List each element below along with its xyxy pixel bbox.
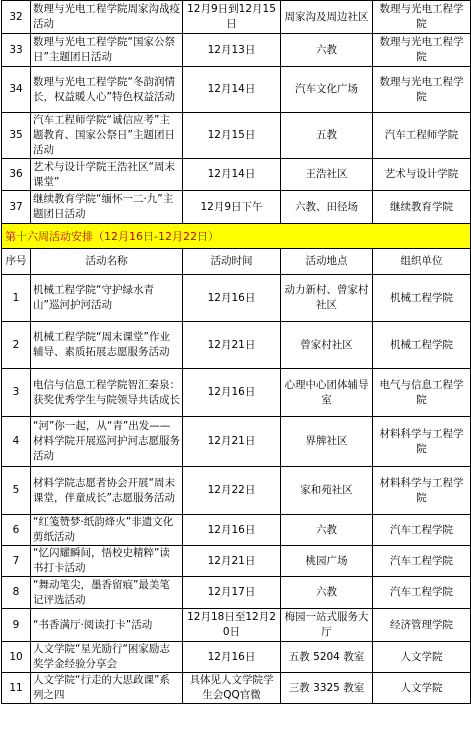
table-row xyxy=(2,577,471,609)
cell-time: 12月14日 xyxy=(183,159,281,191)
cell-place: 五教 5204 教室 xyxy=(281,642,373,673)
header-time: 活动时间 xyxy=(183,249,281,275)
cell-name: 汽车工程师学院“诚信应考”主题教育、国家公祭日”主题团日活动 xyxy=(31,113,183,159)
cell-name: “舞动笔尖，墨香留痕”最美笔记评选活动 xyxy=(31,577,183,609)
header-name: 活动名称 xyxy=(31,249,183,275)
cell-org: 人文学院 xyxy=(373,642,471,673)
header-no: 序号 xyxy=(2,249,31,275)
cell-place: 桃园广场 xyxy=(281,546,373,577)
cell-org: 数理与光电工程学院 xyxy=(373,1,471,34)
cell-no: 11 xyxy=(2,673,31,704)
cell-no: 7 xyxy=(2,546,31,577)
header-row xyxy=(2,249,471,275)
cell-name: “红笺赞梦·纸韵烽火”非遗文化剪纸活动 xyxy=(31,515,183,546)
table-row xyxy=(2,322,471,369)
cell-org: 电气与信息工程学院 xyxy=(373,369,471,417)
cell-place: 梅园一站式服务大厅 xyxy=(281,609,373,642)
cell-no: 10 xyxy=(2,642,31,673)
table-row xyxy=(2,1,471,34)
cell-time: 12月9日到12月15日 xyxy=(183,1,281,34)
table-row xyxy=(2,609,471,642)
cell-time: 12月15日 xyxy=(183,113,281,159)
cell-name: 艺术与设计学院王浩社区“周末课堂” xyxy=(31,159,183,191)
cell-time: 12月18日至12月20日 xyxy=(183,609,281,642)
cell-place: 六教 xyxy=(281,34,373,67)
week-title-row xyxy=(2,224,471,249)
table-row xyxy=(2,546,471,577)
cell-time: 具体见人文学院学生会QQ官微 xyxy=(183,673,281,704)
cell-time: 12月16日 xyxy=(183,369,281,417)
cell-no: 2 xyxy=(2,322,31,369)
table-row xyxy=(2,467,471,515)
previous-week-rows xyxy=(2,1,471,224)
cell-place: 曾家村社区 xyxy=(281,322,373,369)
cell-time: 12月21日 xyxy=(183,322,281,369)
cell-org: 材料科学与工程学院 xyxy=(373,417,471,467)
cell-place: 三教 3325 教室 xyxy=(281,673,373,704)
cell-org: 汽车工程学院 xyxy=(373,515,471,546)
cell-org: 汽车工程师学院 xyxy=(373,113,471,159)
table-row xyxy=(2,515,471,546)
week-16-rows xyxy=(2,275,471,704)
table-row xyxy=(2,673,471,704)
cell-name: 数理与光电工程学院周家沟战疫活动 xyxy=(31,1,183,34)
cell-time: 12月16日 xyxy=(183,642,281,673)
table-row xyxy=(2,34,471,67)
cell-name: 电信与信息工程学院智汇秦泉：获奖优秀学生与院领导共话成长 xyxy=(31,369,183,417)
cell-org: 人文学院 xyxy=(373,673,471,704)
cell-no: 5 xyxy=(2,467,31,515)
cell-place: 六教 xyxy=(281,515,373,546)
week-16-section xyxy=(2,224,471,275)
table-row xyxy=(2,417,471,467)
table-row xyxy=(2,369,471,417)
cell-time: 12月9日下午 xyxy=(183,191,281,224)
cell-no: 36 xyxy=(2,159,31,191)
week-title: 第十六周活动安排（12月16日-12月22日） xyxy=(2,224,471,249)
cell-no: 33 xyxy=(2,34,31,67)
cell-org: 艺术与设计学院 xyxy=(373,159,471,191)
cell-place: 周家沟及周边社区 xyxy=(281,1,373,34)
cell-org: 汽车工程学院 xyxy=(373,577,471,609)
table-row xyxy=(2,113,471,159)
cell-org: 机械工程学院 xyxy=(373,275,471,322)
header-place: 活动地点 xyxy=(281,249,373,275)
cell-time: 12月22日 xyxy=(183,467,281,515)
cell-no: 32 xyxy=(2,1,31,34)
cell-name: “河”你一起，从“青”出发——材料学院开展巡河护河志愿服务活动 xyxy=(31,417,183,467)
cell-place: 汽车文化广场 xyxy=(281,67,373,113)
cell-no: 6 xyxy=(2,515,31,546)
cell-org: 汽车工程学院 xyxy=(373,546,471,577)
cell-name: 机械工程学院“守护绿水青山”巡河护河活动 xyxy=(31,275,183,322)
cell-name: 机械工程学院“周末课堂”作业辅导、素质拓展志愿服务活动 xyxy=(31,322,183,369)
activity-schedule-table xyxy=(1,0,471,704)
cell-name: 继续教育学院“缅怀一二·九”主题团日活动 xyxy=(31,191,183,224)
cell-org: 继续教育学院 xyxy=(373,191,471,224)
cell-time: 12月14日 xyxy=(183,67,281,113)
cell-place: 家和苑社区 xyxy=(281,467,373,515)
cell-name: “忆闪耀瞬间，悟校史精粹”读书打卡活动 xyxy=(31,546,183,577)
cell-place: 心理中心团体辅导室 xyxy=(281,369,373,417)
cell-name: 数理与光电工程学院“国家公祭日”主题团日活动 xyxy=(31,34,183,67)
cell-time: 12月16日 xyxy=(183,515,281,546)
cell-org: 数理与光电工程学院 xyxy=(373,34,471,67)
table-row xyxy=(2,642,471,673)
header-org: 组织单位 xyxy=(373,249,471,275)
cell-name: 人文学院“星光励行“困家励志奖学金经验分享会 xyxy=(31,642,183,673)
cell-time: 12月13日 xyxy=(183,34,281,67)
cell-org: 数理与光电工程学院 xyxy=(373,67,471,113)
cell-name: 人文学院“行走的大思政课”系列之四 xyxy=(31,673,183,704)
cell-place: 界牌社区 xyxy=(281,417,373,467)
cell-place: 五教 xyxy=(281,113,373,159)
cell-time: 12月16日 xyxy=(183,275,281,322)
cell-place: 六教、田径场 xyxy=(281,191,373,224)
table-row xyxy=(2,159,471,191)
cell-no: 3 xyxy=(2,369,31,417)
cell-no: 9 xyxy=(2,609,31,642)
table-row xyxy=(2,67,471,113)
cell-no: 4 xyxy=(2,417,31,467)
table-row xyxy=(2,275,471,322)
cell-place: 动力新村、曾家村社区 xyxy=(281,275,373,322)
cell-time: 12月17日 xyxy=(183,577,281,609)
cell-no: 34 xyxy=(2,67,31,113)
cell-org: 材料科学与工程学院 xyxy=(373,467,471,515)
cell-place: 王浩社区 xyxy=(281,159,373,191)
cell-no: 37 xyxy=(2,191,31,224)
cell-no: 1 xyxy=(2,275,31,322)
cell-name: “书香满厅·阅读打卡”活动 xyxy=(31,609,183,642)
cell-org: 机械工程学院 xyxy=(373,322,471,369)
cell-no: 8 xyxy=(2,577,31,609)
cell-org: 经济管理学院 xyxy=(373,609,471,642)
cell-name: 数理与光电工程学院“冬韵润情长，权益暖人心”特色权益活动 xyxy=(31,67,183,113)
cell-time: 12月21日 xyxy=(183,417,281,467)
cell-time: 12月21日 xyxy=(183,546,281,577)
table-row xyxy=(2,191,471,224)
cell-no: 35 xyxy=(2,113,31,159)
cell-name: 材料学院志愿者协会开展“周末课堂，伴童成长”志愿服务活动 xyxy=(31,467,183,515)
cell-place: 六教 xyxy=(281,577,373,609)
